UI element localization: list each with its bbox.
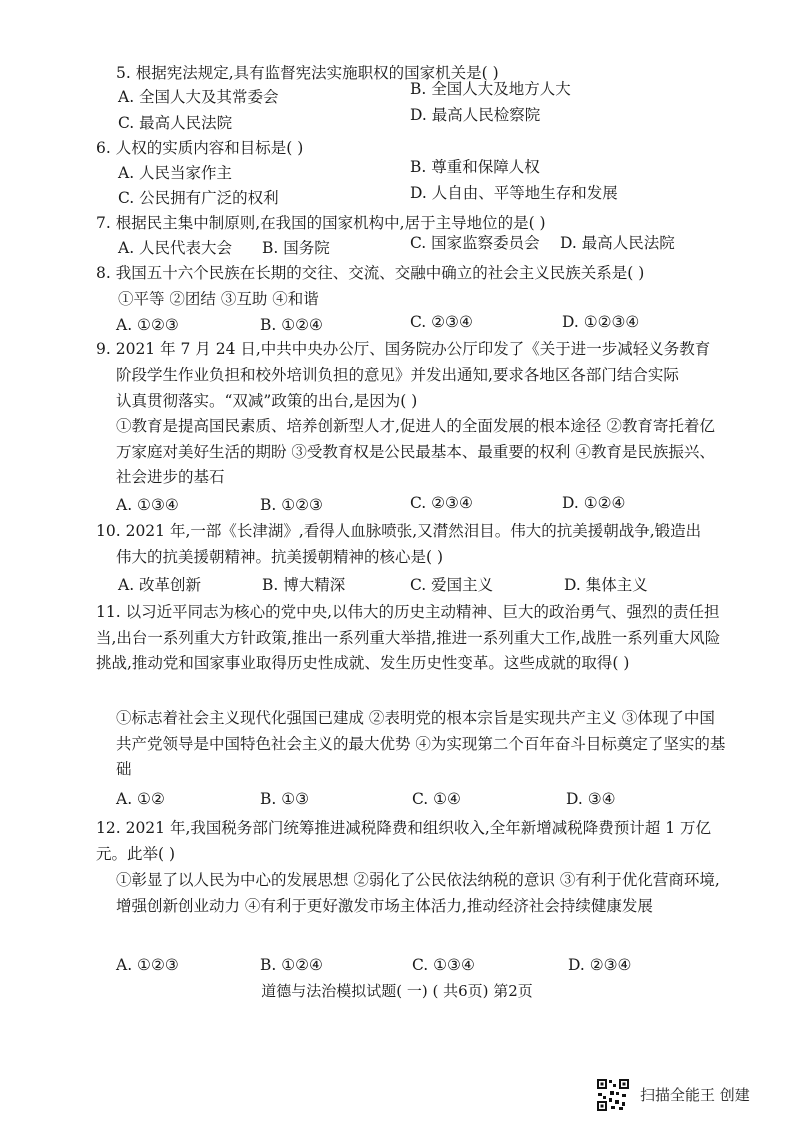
q10-line1: 10. 2021 年,一部《长津湖》,看得人血脉喷张,又潸然泪目。伟大的抗美援朝战争,锻造出 [96, 522, 702, 540]
scanner-watermark: 扫描全能王 创建 [640, 1086, 750, 1104]
q5-stem: 5. 根据宪法规定,具有监督宪法实施职权的国家机关是( ) [116, 64, 499, 82]
q9-line1: 9. 2021 年 7 月 24 日,中共中央办公厅、国务院办公厅印发了《关于进一步减轻义务教育 [96, 340, 711, 358]
q6-option-a: A. 人民当家作主 [118, 164, 233, 182]
q9-line3: 认真贯彻落实。“双减”政策的出台,是因为( ) [116, 392, 418, 410]
q8-option-d: D. ①②③④ [562, 313, 640, 331]
q10-option-c: C. 爱国主义 [410, 576, 494, 594]
q11-option-d: D. ③④ [566, 790, 616, 808]
q12-option-a: A. ①②③ [116, 956, 179, 974]
q10-option-b: B. 博大精深 [262, 576, 346, 594]
q12-items: ①彰显了以人民为中心的发展思想 ②弱化了公民依法纳税的意识 ③有利于优化营商环境,增强创新创业动力 ④有利于更好激发市场主体活力,推动经济社会持续健康发展 [116, 871, 720, 915]
q9-option-c: C. ②③④ [410, 494, 473, 512]
q10-line2: 伟大的抗美援朝精神。抗美援朝精神的核心是( ) [116, 548, 444, 566]
q8-items: ①平等 ②团结 ③互助 ④和谐 [118, 290, 319, 308]
q7-option-c: C. 国家监察委员会 [410, 234, 540, 252]
q8-stem: 8. 我国五十六个民族在长期的交往、交流、交融中确立的社会主义民族关系是( ) [96, 264, 645, 282]
q5-option-a: A. 全国人大及其常委会 [118, 88, 279, 106]
q9-option-d: D. ①②④ [562, 494, 626, 512]
q11-option-b: B. ①③ [260, 790, 310, 808]
q9-option-b: B. ①②③ [260, 496, 323, 514]
q7-option-b: B. 国务院 [262, 239, 330, 257]
q6-option-d: D. 人自由、平等地生存和发展 [410, 184, 618, 202]
q6-option-c: C. 公民拥有广泛的权利 [118, 189, 279, 207]
q12-option-c: C. ①③④ [412, 956, 475, 974]
q6-option-b: B. 尊重和保障人权 [410, 158, 540, 176]
qr-code-icon [596, 1078, 630, 1112]
q6-stem: 6. 人权的实质内容和目标是( ) [96, 139, 304, 157]
q10-option-d: D. 集体主义 [564, 576, 648, 594]
q11-items: ①标志着社会主义现代化强国已建成 ②表明党的根本宗旨是实现共产主义 ③体现了中国共产党领导是中国特色社会主义的最大优势 ④为实现第二个百年奋斗目标奠定了坚实的基础 [116, 709, 726, 778]
q11-option-c: C. ①④ [412, 790, 461, 808]
q12-stem: 12. 2021 年,我国税务部门统筹推进减税降费和组织收入,全年新增减税降费预计超 1 万亿元。此举( ) [96, 819, 712, 863]
q9-option-a: A. ①③④ [116, 496, 179, 514]
q5-option-c: C. 最高人民法院 [118, 114, 233, 132]
page-footer: 道德与法治模拟试题( 一) ( 共6页) 第2页 [261, 982, 533, 1000]
q9-items: ①教育是提高国民素质、培养创新型人才,促进人的全面发展的根本途径 ②教育寄托着亿万家庭对美好生活的期盼 ③受教育权是公民最基本、最重要的权利 ④教育是民族振兴、社会进步的基石 [116, 417, 715, 486]
q12-option-d: D. ②③④ [568, 956, 632, 974]
q9-line2: 阶段学生作业负担和校外培训负担的意见》并发出通知,要求各地区各部门结合实际 [116, 366, 679, 384]
q7-option-d: D. 最高人民法院 [560, 234, 675, 252]
q5-option-b: B. 全国人大及地方人大 [410, 80, 571, 98]
q11-stem: 11. 以习近平同志为核心的党中央,以伟大的历史主动精神、巨大的政治勇气、强烈的责任担当,出台一系列重大方针政策,推出一系列重大举措,推进一系列重大工作,战胜一系列重大风险挑战,推动党和国家事业取得历史性成就、发生历史性变革。这些成就的取得( ) [96, 603, 721, 672]
q10-option-a: A. 改革创新 [118, 576, 202, 594]
q12-option-b: B. ①②④ [260, 956, 323, 974]
q5-option-d: D. 最高人民检察院 [410, 106, 541, 124]
q8-option-b: B. ①②④ [260, 316, 323, 334]
q8-option-a: A. ①②③ [116, 316, 179, 334]
q7-option-a: A. 人民代表大会 [118, 239, 233, 257]
q8-option-c: C. ②③④ [410, 313, 473, 331]
q11-option-a: A. ①② [116, 790, 165, 808]
q7-stem: 7. 根据民主集中制原则,在我国的国家机构中,居于主导地位的是( ) [96, 214, 546, 232]
